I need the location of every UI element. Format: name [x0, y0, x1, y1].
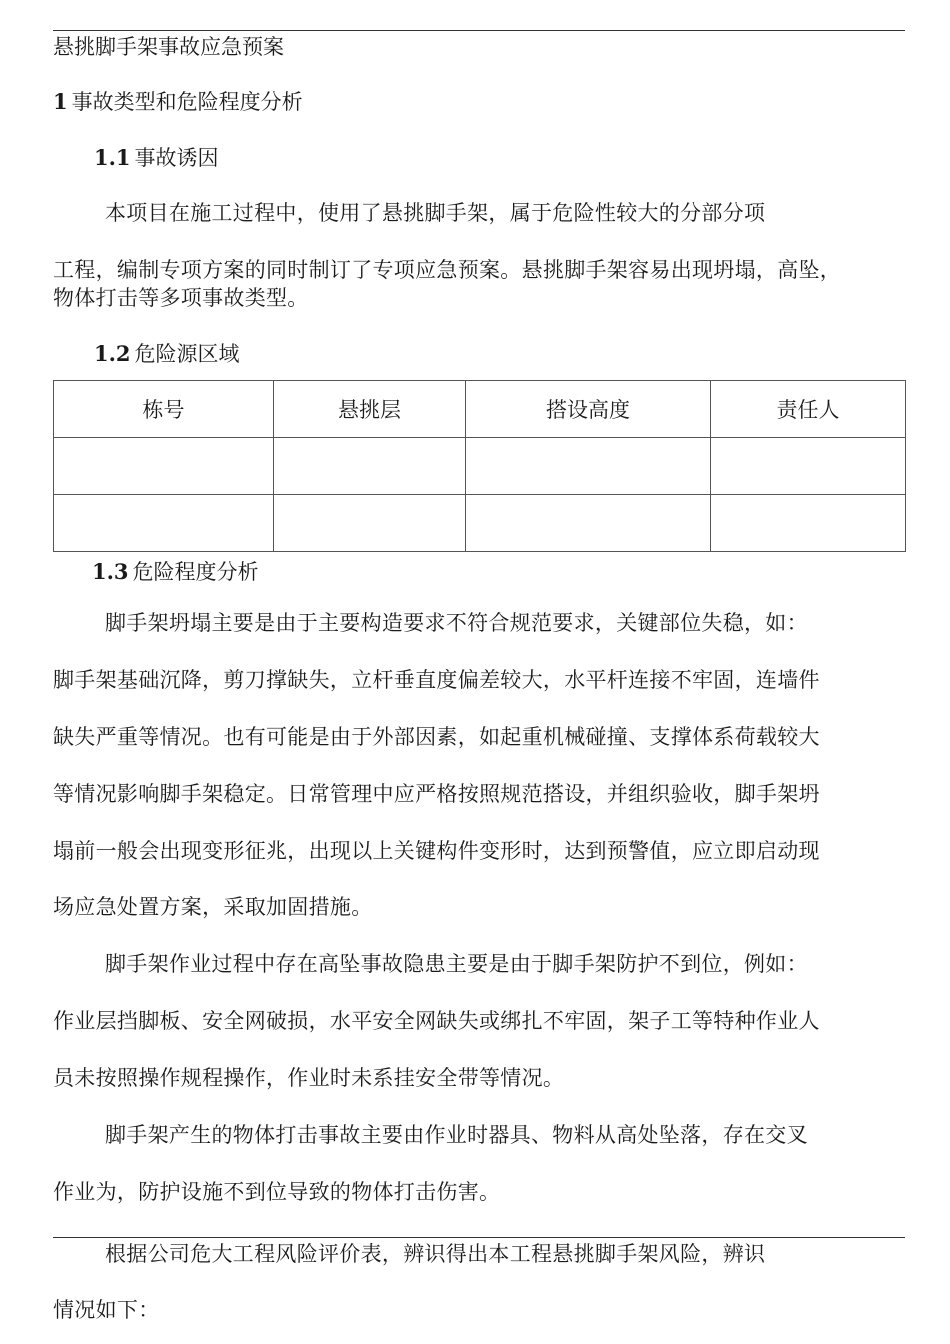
- subsection-title: 危险程度分析: [132, 560, 259, 584]
- paragraph-line: 脚手架作业过程中存在高坠事故隐患主要是由于脚手架防护不到位，例如：: [105, 952, 808, 976]
- table-cell: [711, 438, 906, 495]
- paragraph-line: 脚手架产生的物体打击事故主要由作业时器具、物料从高处坠落，存在交叉: [105, 1123, 808, 1147]
- paragraph-line: 根据公司危大工程风险评价表，辨识得出本工程悬挑脚手架风险，辨识: [105, 1242, 766, 1266]
- subsection-1-3-heading: [92, 558, 259, 586]
- table-header-cell: 搭设高度: [466, 381, 711, 438]
- section-1-heading: [53, 88, 303, 116]
- paragraph-line: 脚手架坍塌主要是由于主要构造要求不符合规范要求，关键部位失稳，如：: [105, 611, 808, 635]
- paragraph-line: 员未按照操作规程操作，作业时未系挂安全带等情况。: [53, 1066, 565, 1090]
- subsection-number: 1.2: [94, 341, 131, 366]
- paragraph-line: 情况如下：: [53, 1298, 160, 1322]
- table-cell: [466, 438, 711, 495]
- hazard-area-table: [53, 380, 906, 552]
- paragraph-line: 作业为，防护设施不到位导致的物体打击伤害。: [53, 1180, 501, 1204]
- subsection-number: 1.1: [94, 145, 131, 170]
- paragraph-line: 等情况影响脚手架稳定。日常管理中应严格按照规范搭设，并组织验收，脚手架坍: [53, 782, 820, 806]
- table-cell: [274, 495, 466, 552]
- table-cell: [466, 495, 711, 552]
- document-title: 悬挑脚手架事故应急预案: [53, 35, 284, 59]
- table-row: [54, 495, 906, 552]
- section-number: 1: [53, 89, 68, 114]
- section-title: 事故类型和危险程度分析: [71, 90, 303, 114]
- paragraph-line: 本项目在施工过程中，使用了悬挑脚手架，属于危险性较大的分部分项: [105, 201, 766, 225]
- table-header-cell: 栋号: [54, 381, 274, 438]
- subsection-1-2-heading: [94, 340, 240, 368]
- paragraph-line: 缺失严重等情况。也有可能是由于外部因素，如起重机械碰撞、支撑体系荷载较大: [53, 725, 820, 749]
- table-cell: [711, 495, 906, 552]
- table-row: [54, 438, 906, 495]
- table-cell: [54, 438, 274, 495]
- subsection-title: 危险源区域: [134, 342, 240, 366]
- paragraph-line: 塌前一般会出现变形征兆，出现以上关键构件变形时，达到预警值，应立即启动现: [53, 839, 820, 863]
- table-cell: [54, 495, 274, 552]
- paragraph-line: 作业层挡脚板、安全网破损，水平安全网缺失或绑扎不牢固，架子工等特种作业人: [53, 1009, 820, 1033]
- subsection-title: 事故诱因: [134, 146, 219, 170]
- subsection-number: 1.3: [92, 559, 129, 584]
- page-break-rule: [53, 1237, 905, 1238]
- paragraph-line: 工程，编制专项方案的同时制订了专项应急预案。悬挑脚手架容易出现坍塌，高坠，: [53, 258, 842, 282]
- paragraph-line: 脚手架基础沉降，剪刀撑缺失，立杆垂直度偏差较大，水平杆连接不牢固，连墙件: [53, 668, 820, 692]
- table-cell: [274, 438, 466, 495]
- top-rule: [53, 30, 905, 31]
- paragraph-line: 场应急处置方案，采取加固措施。: [53, 895, 373, 919]
- paragraph-line: 物体打击等多项事故类型。: [53, 286, 309, 310]
- table-header-cell: 悬挑层: [274, 381, 466, 438]
- table-header-cell: 责任人: [711, 381, 906, 438]
- table-header-row: [54, 381, 906, 438]
- subsection-1-1-heading: [94, 144, 219, 172]
